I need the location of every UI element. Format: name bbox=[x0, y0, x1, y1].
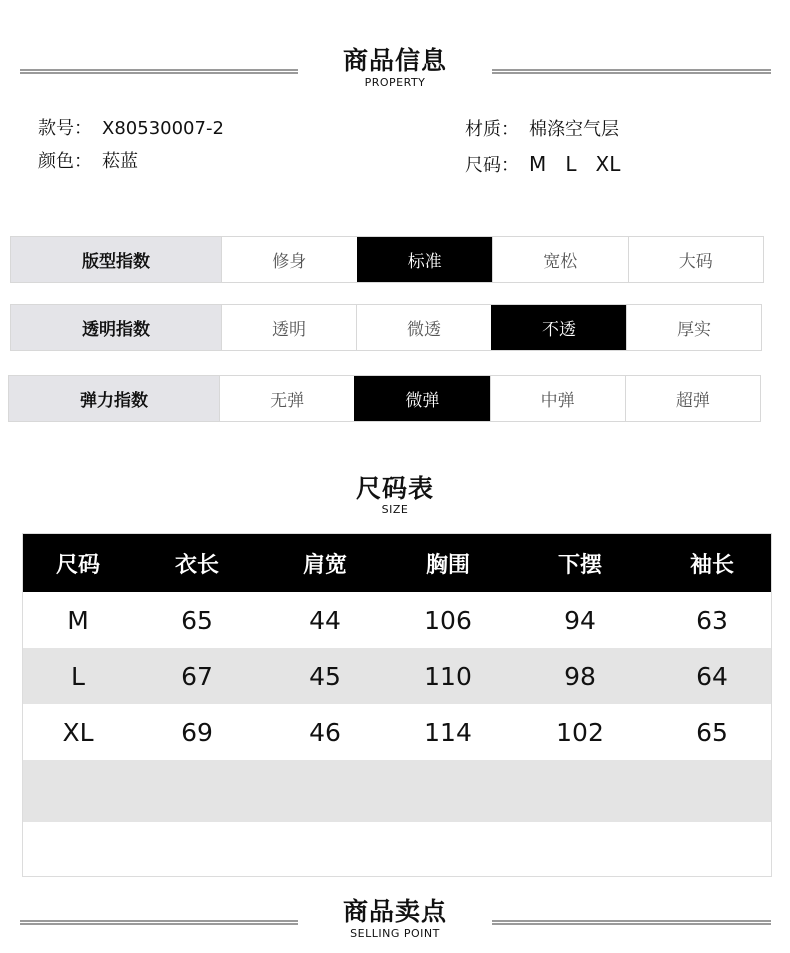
transparency-option-thick: 厚实 bbox=[626, 305, 761, 350]
stretch-option-medium: 中弹 bbox=[490, 376, 625, 421]
property-section-header bbox=[0, 45, 790, 105]
transparency-option-slight: 微透 bbox=[356, 305, 491, 350]
selling-point-header bbox=[0, 896, 790, 953]
property-title: 商品信息 bbox=[342, 46, 447, 75]
fit-option-standard: 标准 bbox=[357, 237, 493, 282]
cell-hem: 94 bbox=[564, 605, 596, 635]
table-row bbox=[23, 704, 771, 760]
cell-hem: 102 bbox=[556, 717, 604, 747]
empty-table-row bbox=[23, 822, 771, 884]
fit-option-plus: 大码 bbox=[628, 237, 764, 282]
cell-length: 69 bbox=[181, 717, 213, 747]
material-line bbox=[465, 118, 619, 142]
stretch-index-label: 弹力指数 bbox=[9, 376, 219, 421]
property-subtitle: PROPERTY bbox=[364, 76, 426, 89]
stretch-option-none: 无弹 bbox=[219, 376, 354, 421]
material-label: 材质： bbox=[465, 119, 519, 140]
header-size: 尺码 bbox=[55, 552, 100, 578]
fit-option-loose: 宽松 bbox=[492, 237, 628, 282]
header-hem: 下摆 bbox=[557, 552, 602, 578]
style-number-label: 款号： bbox=[38, 118, 92, 139]
cell-size: XL bbox=[62, 717, 94, 747]
cell-size: M bbox=[67, 605, 89, 635]
header-length: 衣长 bbox=[174, 552, 219, 578]
transparency-index-row bbox=[10, 304, 762, 351]
transparency-index-label: 透明指数 bbox=[11, 305, 221, 350]
size-label: 尺码： bbox=[465, 155, 519, 176]
fit-option-slim: 修身 bbox=[221, 237, 357, 282]
cell-sleeve: 63 bbox=[696, 605, 728, 635]
header-shoulder: 肩宽 bbox=[302, 552, 347, 578]
material-value: 棉涤空气层 bbox=[529, 119, 619, 140]
cell-shoulder: 45 bbox=[309, 661, 341, 691]
color-line bbox=[38, 150, 138, 174]
color-label: 颜色： bbox=[38, 151, 92, 172]
size-table bbox=[22, 533, 772, 877]
table-row bbox=[23, 592, 771, 648]
size-chart-title: 尺码表 bbox=[355, 474, 434, 503]
stretch-index-row bbox=[8, 375, 761, 422]
color-value: 菘蓝 bbox=[102, 151, 138, 172]
stretch-option-super: 超弹 bbox=[625, 376, 760, 421]
cell-shoulder: 44 bbox=[309, 605, 341, 635]
cell-sleeve: 65 bbox=[696, 717, 728, 747]
selling-point-title: 商品卖点 bbox=[342, 897, 447, 926]
table-row bbox=[23, 648, 771, 704]
size-chart-header bbox=[0, 473, 790, 533]
cell-chest: 110 bbox=[424, 661, 472, 691]
selling-point-subtitle: SELLING POINT bbox=[350, 927, 440, 940]
size-values: M L XL bbox=[529, 152, 621, 176]
cell-sleeve: 64 bbox=[696, 661, 728, 691]
size-line bbox=[465, 152, 620, 178]
style-number-line bbox=[38, 117, 224, 141]
empty-table-row bbox=[23, 760, 771, 822]
transparency-option-opaque: 不透 bbox=[491, 305, 626, 350]
size-chart-subtitle: SIZE bbox=[381, 503, 409, 516]
header-chest: 胸围 bbox=[425, 552, 470, 578]
stretch-option-slight: 微弹 bbox=[354, 376, 489, 421]
cell-size: L bbox=[71, 661, 85, 691]
transparency-option-sheer: 透明 bbox=[221, 305, 356, 350]
header-sleeve: 袖长 bbox=[689, 552, 734, 578]
fit-index-row bbox=[10, 236, 764, 283]
style-number-value: X80530007-2 bbox=[102, 118, 224, 139]
cell-length: 67 bbox=[181, 661, 213, 691]
cell-chest: 106 bbox=[424, 605, 472, 635]
size-table-header bbox=[23, 534, 771, 592]
cell-hem: 98 bbox=[564, 661, 596, 691]
cell-shoulder: 46 bbox=[309, 717, 341, 747]
cell-chest: 114 bbox=[424, 717, 472, 747]
fit-index-label: 版型指数 bbox=[11, 237, 221, 282]
cell-length: 65 bbox=[181, 605, 213, 635]
